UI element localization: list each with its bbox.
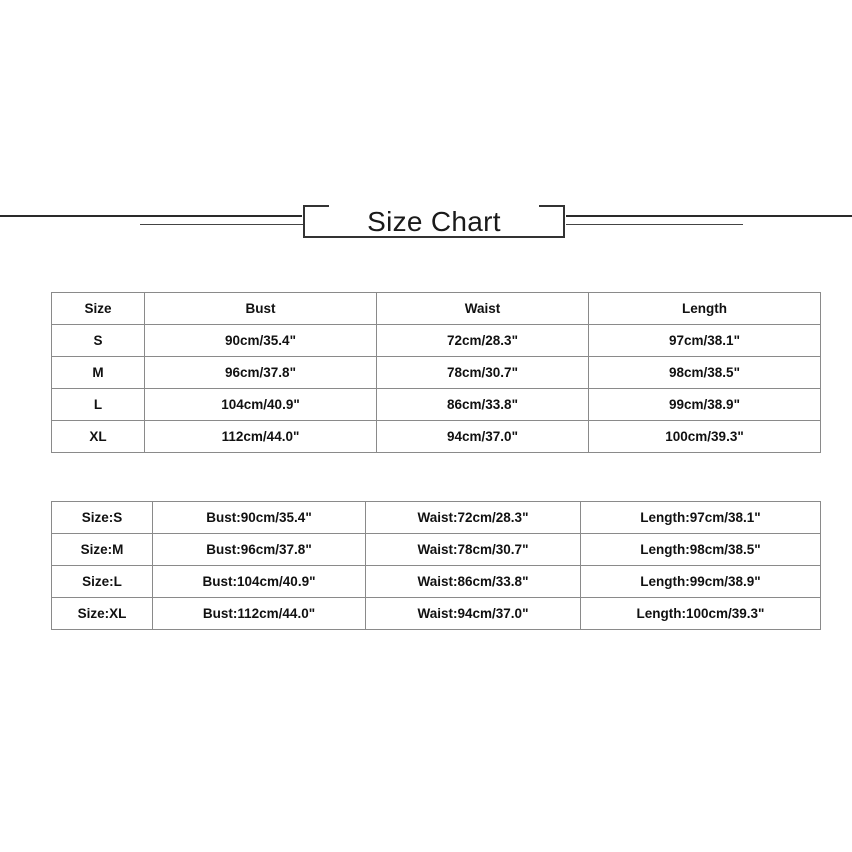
cell-bust: Bust:96cm/37.8" <box>153 534 366 566</box>
cell-bust: 96cm/37.8" <box>145 357 377 389</box>
cell-bust: Bust:104cm/40.9" <box>153 566 366 598</box>
size-table-labeled <box>51 501 821 630</box>
cell-bust: Bust:90cm/35.4" <box>153 502 366 534</box>
cell-size: L <box>52 389 145 421</box>
cell-waist: 72cm/28.3" <box>377 325 589 357</box>
header-rule-left-long <box>0 215 302 217</box>
cell-length: Length:99cm/38.9" <box>581 566 821 598</box>
cell-waist: 94cm/37.0" <box>377 421 589 453</box>
cell-size: S <box>52 325 145 357</box>
cell-size: Size:XL <box>52 598 153 630</box>
header-rule-right-long <box>566 215 852 217</box>
table-row <box>52 502 821 534</box>
column-header-waist: Waist <box>377 293 589 325</box>
cell-bust: Bust:112cm/44.0" <box>153 598 366 630</box>
cell-bust: 112cm/44.0" <box>145 421 377 453</box>
table-row <box>52 325 821 357</box>
header-rule-right-short <box>566 224 743 225</box>
table-header-row <box>52 293 821 325</box>
cell-length: Length:100cm/39.3" <box>581 598 821 630</box>
title-frame <box>303 205 565 238</box>
column-header-bust: Bust <box>145 293 377 325</box>
header-rule-left-short <box>140 224 303 225</box>
cell-bust: 90cm/35.4" <box>145 325 377 357</box>
table-row <box>52 598 821 630</box>
cell-length: 99cm/38.9" <box>589 389 821 421</box>
table-row <box>52 389 821 421</box>
column-header-size: Size <box>52 293 145 325</box>
table-row <box>52 357 821 389</box>
cell-size: XL <box>52 421 145 453</box>
cell-size: Size:M <box>52 534 153 566</box>
page-title: Size Chart <box>367 206 501 237</box>
table-row <box>52 421 821 453</box>
table-row <box>52 534 821 566</box>
table-row <box>52 566 821 598</box>
cell-length: 98cm/38.5" <box>589 357 821 389</box>
cell-waist: Waist:94cm/37.0" <box>366 598 581 630</box>
cell-waist: 86cm/33.8" <box>377 389 589 421</box>
cell-waist: 78cm/30.7" <box>377 357 589 389</box>
size-table-primary <box>51 292 821 453</box>
cell-waist: Waist:72cm/28.3" <box>366 502 581 534</box>
cell-length: 100cm/39.3" <box>589 421 821 453</box>
cell-bust: 104cm/40.9" <box>145 389 377 421</box>
cell-length: 97cm/38.1" <box>589 325 821 357</box>
cell-size: M <box>52 357 145 389</box>
cell-waist: Waist:86cm/33.8" <box>366 566 581 598</box>
cell-length: Length:98cm/38.5" <box>581 534 821 566</box>
cell-size: Size:S <box>52 502 153 534</box>
cell-length: Length:97cm/38.1" <box>581 502 821 534</box>
cell-size: Size:L <box>52 566 153 598</box>
column-header-length: Length <box>589 293 821 325</box>
cell-waist: Waist:78cm/30.7" <box>366 534 581 566</box>
